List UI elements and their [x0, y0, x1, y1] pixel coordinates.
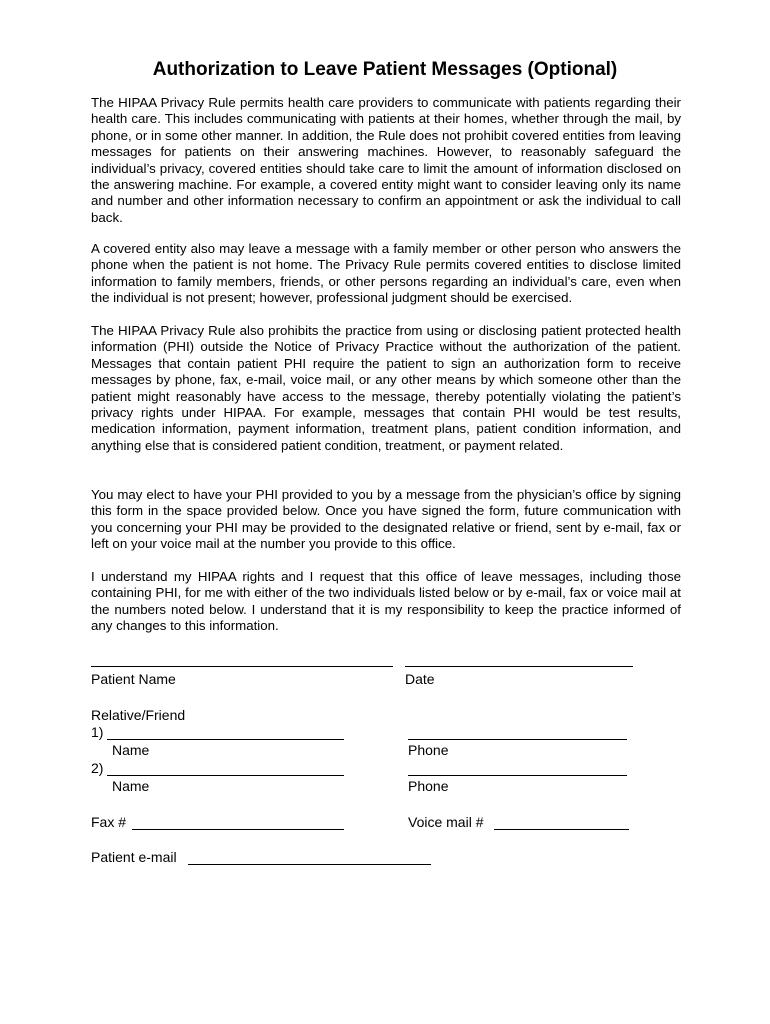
- relative-1-name-line[interactable]: [107, 739, 344, 740]
- patient-name-label: Patient Name: [91, 671, 176, 687]
- paragraph-elect-phi: You may elect to have your PHI provided to you by a message from the physician’s office by signing this form in the space provided below. Once you have signed the form, future communication with you concerning your PHI may be provided to the designated relative or friend, sent by e-mail, fax or left on your voice mail at the number you provide to this office.: [91, 487, 681, 552]
- document-title: Authorization to Leave Patient Messages (Optional): [152, 59, 618, 80]
- date-line[interactable]: [405, 666, 633, 667]
- paragraph-phi-prohibition: The HIPAA Privacy Rule also prohibits the practice from using or disclosing patient protected health information (PHI) outside the Notice of Privacy Practice without the authorization of the patient. Messages that contain patient PHI require the patient to sign an authorization form to receive messages by phone, fax, e-mail, voice mail, or any other means by which someone other than the patient might reasonably have access to the message, thereby potentially violating the patient’s privacy rights under HIPAA. For example, messages that contain PHI would be test results, medication information, payment information, treatment plans, patient condition information, and anything else that is considered patient condition, treatment, or payment related.: [91, 323, 681, 453]
- relative-1-phone-label: Phone: [408, 742, 449, 758]
- relative-1-name-label: Name: [112, 742, 150, 758]
- relative-2-name-line[interactable]: [107, 775, 344, 776]
- paragraph-family-messages: A covered entity also may leave a message with a family member or other person who answers the phone when the patient is not home. The Privacy Rule permits covered entities to disclose limited information to family members, friends, or other persons regarding an individual’s care, even when the individual is not present; however, professional judgment should be exercised.: [91, 241, 681, 306]
- relative-2-phone-line[interactable]: [408, 775, 627, 776]
- relative-1-phone-line[interactable]: [408, 739, 627, 740]
- voicemail-line[interactable]: [494, 829, 629, 830]
- fax-label: Fax #: [91, 814, 127, 830]
- email-line[interactable]: [188, 864, 431, 865]
- relative-friend-label: Relative/Friend: [91, 707, 186, 723]
- relative-2-name-label: Name: [112, 778, 150, 794]
- voicemail-label: Voice mail #: [408, 814, 484, 830]
- date-label: Date: [405, 671, 435, 687]
- relative-2-phone-label: Phone: [408, 778, 449, 794]
- patient-name-line[interactable]: [91, 666, 393, 667]
- fax-line[interactable]: [132, 829, 344, 830]
- paragraph-understanding: I understand my HIPAA rights and I request that this office of leave messages, including those containing PHI, for me with either of the two individuals listed below or by e-mail, fax or voice mail at the numbers noted below. I understand that it is my responsibility to keep the practice informed of any changes to this information.: [91, 569, 681, 634]
- entry-1-prefix: 1): [91, 724, 104, 740]
- paragraph-hipaa-privacy-rule: The HIPAA Privacy Rule permits health care providers to communicate with patients regarding their health care. This includes communicating with patients at their homes, whether through the mail, by phone, or in some other manner. In addition, the Rule does not prohibit covered entities from leaving messages for patients on their answering machines. However, to reasonably safeguard the individual’s privacy, covered entities should take care to limit the amount of information disclosed on the answering machine. For example, a covered entity might want to consider leaving only its name and number and other information necessary to confirm an appointment or ask the individual to call back.: [91, 95, 681, 225]
- entry-2-prefix: 2): [91, 760, 104, 776]
- email-label: Patient e-mail: [91, 849, 177, 865]
